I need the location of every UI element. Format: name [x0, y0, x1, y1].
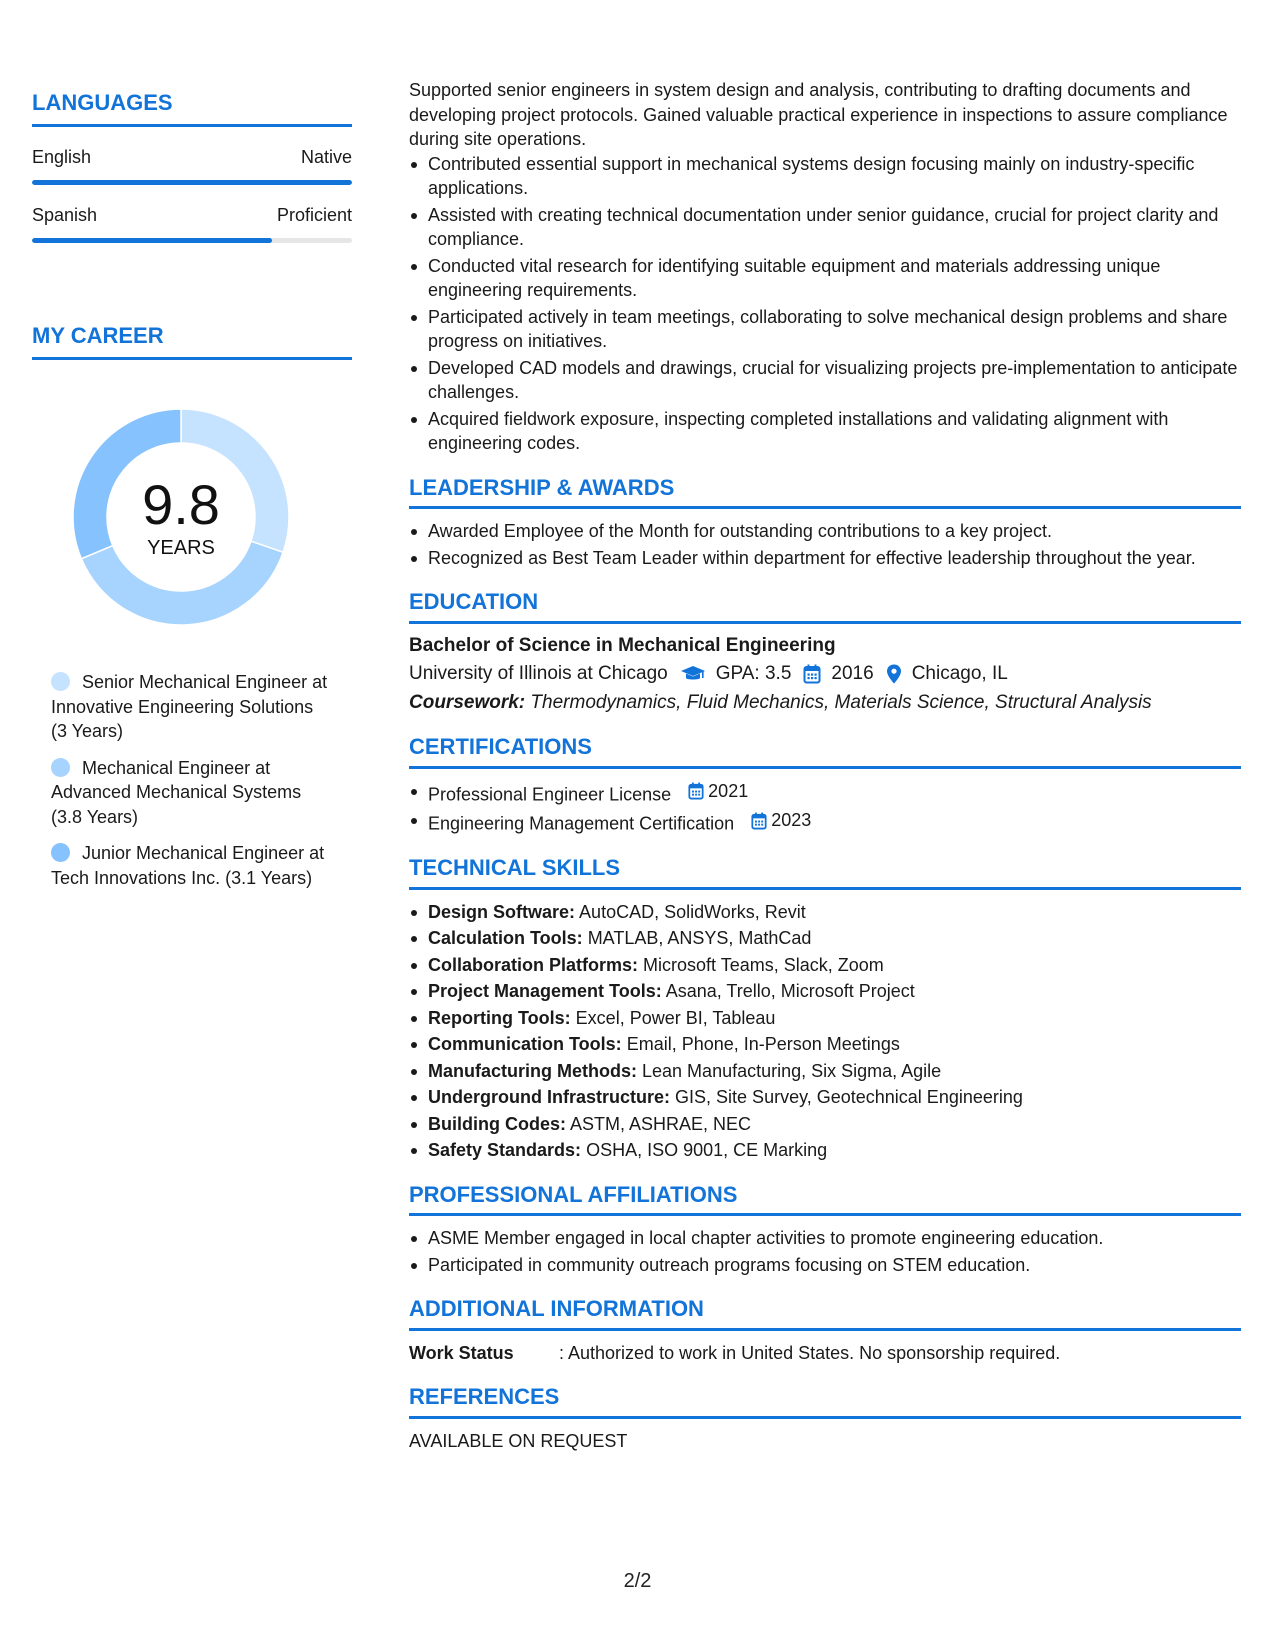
education-coursework [409, 691, 1241, 716]
education-heading: EDUCATION [409, 590, 1241, 624]
skill-label: Collaboration Platforms: [428, 954, 639, 975]
map-pin-icon [886, 664, 902, 684]
affiliations-list [409, 1226, 1241, 1277]
sidebar [32, 90, 352, 902]
skill-value: Excel, Power BI, Tableau [575, 1007, 776, 1028]
skill-item [409, 900, 1241, 925]
award-item: Recognized as Best Team Leader within department for effective leadership throughout the year. [409, 546, 1241, 571]
skill-label: Manufacturing Methods: [428, 1060, 637, 1081]
skill-label: Building Codes: [428, 1113, 566, 1134]
language-level-bar [32, 180, 352, 185]
additional-info-heading: ADDITIONAL INFORMATION [409, 1297, 1241, 1331]
career-total-years: 9.8 [142, 472, 220, 536]
language-name: English [32, 147, 92, 167]
skill-label: Reporting Tools: [428, 1007, 571, 1028]
graduation-cap-icon [680, 665, 706, 683]
skill-label: Project Management Tools: [428, 981, 662, 1001]
leadership-list [409, 519, 1241, 570]
coursework-label: Coursework: [409, 691, 526, 713]
skill-item [409, 953, 1241, 978]
affiliations-heading: PROFESSIONAL AFFILIATIONS [409, 1183, 1241, 1217]
calendar-icon [751, 812, 767, 830]
skill-label: Safety Standards: [428, 1140, 582, 1160]
certification-year: 2023 [771, 810, 812, 831]
certifications-heading: CERTIFICATIONS [409, 735, 1241, 769]
career-legend-item [51, 841, 331, 890]
skill-item [409, 1085, 1241, 1110]
education-gpa: GPA: 3.5 [715, 663, 792, 684]
main-content [409, 78, 1241, 1453]
skill-value: Email, Phone, In-Person Meetings [626, 1034, 900, 1054]
language-level: Native [300, 147, 352, 167]
skill-item [409, 926, 1241, 951]
education-location: Chicago, IL [911, 663, 1008, 684]
experience-bullet: Conducted vital research for identifying suitable equipment and materials addressing unique engineering requirements. [409, 254, 1241, 303]
skill-item [409, 1059, 1241, 1084]
languages-heading: LANGUAGES [32, 90, 352, 127]
references-text: AVAILABLE ON REQUEST [409, 1430, 628, 1451]
work-status-label: Work Status [409, 1342, 514, 1363]
language-item [32, 147, 352, 185]
calendar-icon [803, 664, 821, 684]
skill-item [409, 1032, 1241, 1057]
experience-bullet: Developed CAD models and drawings, crucial for visualizing projects pre-implementation to anticipate challenges. [409, 356, 1241, 405]
career-legend [51, 670, 331, 890]
skill-value: AutoCAD, SolidWorks, Revit [579, 901, 806, 922]
experience-bullet: Participated actively in team meetings, collaborating to solve mechanical design problems and share progress on initiatives. [409, 305, 1241, 354]
affiliation-item: ASME Member engaged in local chapter activities to promote engineering education. [409, 1226, 1241, 1251]
career-legend-item [51, 670, 331, 744]
career-heading: MY CAREER [32, 323, 352, 360]
calendar-icon [688, 782, 704, 800]
legend-dot [51, 672, 70, 691]
skill-value: GIS, Site Survey, Geotechnical Engineering [675, 1087, 1023, 1107]
skill-value: Lean Manufacturing, Six Sigma, Agile [642, 1060, 942, 1081]
references-heading: REFERENCES [409, 1385, 1241, 1419]
experience-bullets [409, 152, 1241, 456]
skill-item [409, 1138, 1241, 1163]
skill-item [409, 1006, 1241, 1031]
skill-value: OSHA, ISO 9001, CE Marking [586, 1140, 828, 1160]
education-year: 2016 [831, 663, 874, 684]
skill-value: Microsoft Teams, Slack, Zoom [643, 954, 884, 975]
skill-value: ASTM, ASHRAE, NEC [570, 1113, 752, 1134]
skill-item [409, 1112, 1241, 1137]
skill-label: Design Software: [428, 901, 576, 922]
certification-item [409, 808, 1241, 836]
skill-value: MATLAB, ANSYS, MathCad [587, 928, 812, 948]
career-legend-label: Junior Mechanical Engineer at Tech Innovations Inc. (3.1 Years) [51, 843, 325, 888]
experience-bullet: Assisted with creating technical documentation under senior guidance, crucial for project clarity and compliance. [409, 203, 1241, 252]
leadership-heading: LEADERSHIP & AWARDS [409, 476, 1241, 510]
affiliation-item: Participated in community outreach programs focusing on STEM education. [409, 1253, 1241, 1278]
certification-name: Professional Engineer License [428, 783, 672, 804]
legend-dot [51, 758, 70, 777]
career-years-unit: YEARS [147, 536, 215, 559]
certification-name: Engineering Management Certification [428, 813, 735, 834]
skills-heading: TECHNICAL SKILLS [409, 856, 1241, 890]
coursework-list: Thermodynamics, Fluid Mechanics, Materials Science, Structural Analysis [530, 691, 1152, 713]
language-name: Spanish [32, 205, 98, 225]
career-legend-item [51, 756, 331, 830]
education-degree: Bachelor of Science in Mechanical Engineering [409, 634, 836, 656]
education-school: University of Illinois at Chicago [409, 663, 668, 684]
page-number: 2/2 [623, 1570, 652, 1592]
skill-label: Communication Tools: [428, 1034, 622, 1054]
skill-item [409, 979, 1241, 1004]
work-status-row [409, 1341, 1241, 1366]
language-level: Proficient [276, 205, 352, 225]
award-item: Awarded Employee of the Month for outstanding contributions to a key project. [409, 519, 1241, 544]
skill-value: Asana, Trello, Microsoft Project [665, 981, 915, 1001]
experience-summary: Supported senior engineers in system design and analysis, contributing to drafting documents and developing project protocols. Gained valuable practical experience in inspections to assure compliance during site operations. [409, 80, 1228, 149]
skills-list [409, 900, 1241, 1163]
language-level-bar [32, 238, 352, 243]
education-details [409, 662, 1241, 687]
experience-bullet: Acquired fieldwork exposure, inspecting completed installations and validating alignment with engineering codes. [409, 407, 1241, 456]
certification-year: 2021 [708, 780, 749, 801]
experience-bullet: Contributed essential support in mechanical systems design focusing mainly on industry-specific applications. [409, 152, 1241, 201]
career-donut-chart [66, 402, 296, 632]
language-item [32, 205, 352, 243]
career-legend-label: Senior Mechanical Engineer at Innovative Engineering Solutions (3 Years) [51, 672, 328, 741]
skill-label: Underground Infrastructure: [428, 1087, 671, 1107]
certifications-list [409, 779, 1241, 837]
skill-label: Calculation Tools: [428, 928, 583, 948]
legend-dot [51, 843, 70, 862]
certification-item [409, 779, 1241, 807]
work-status-value: : Authorized to work in United States. No sponsorship required. [559, 1342, 1061, 1363]
career-legend-label: Mechanical Engineer at Advanced Mechanical Systems (3.8 Years) [51, 757, 302, 827]
